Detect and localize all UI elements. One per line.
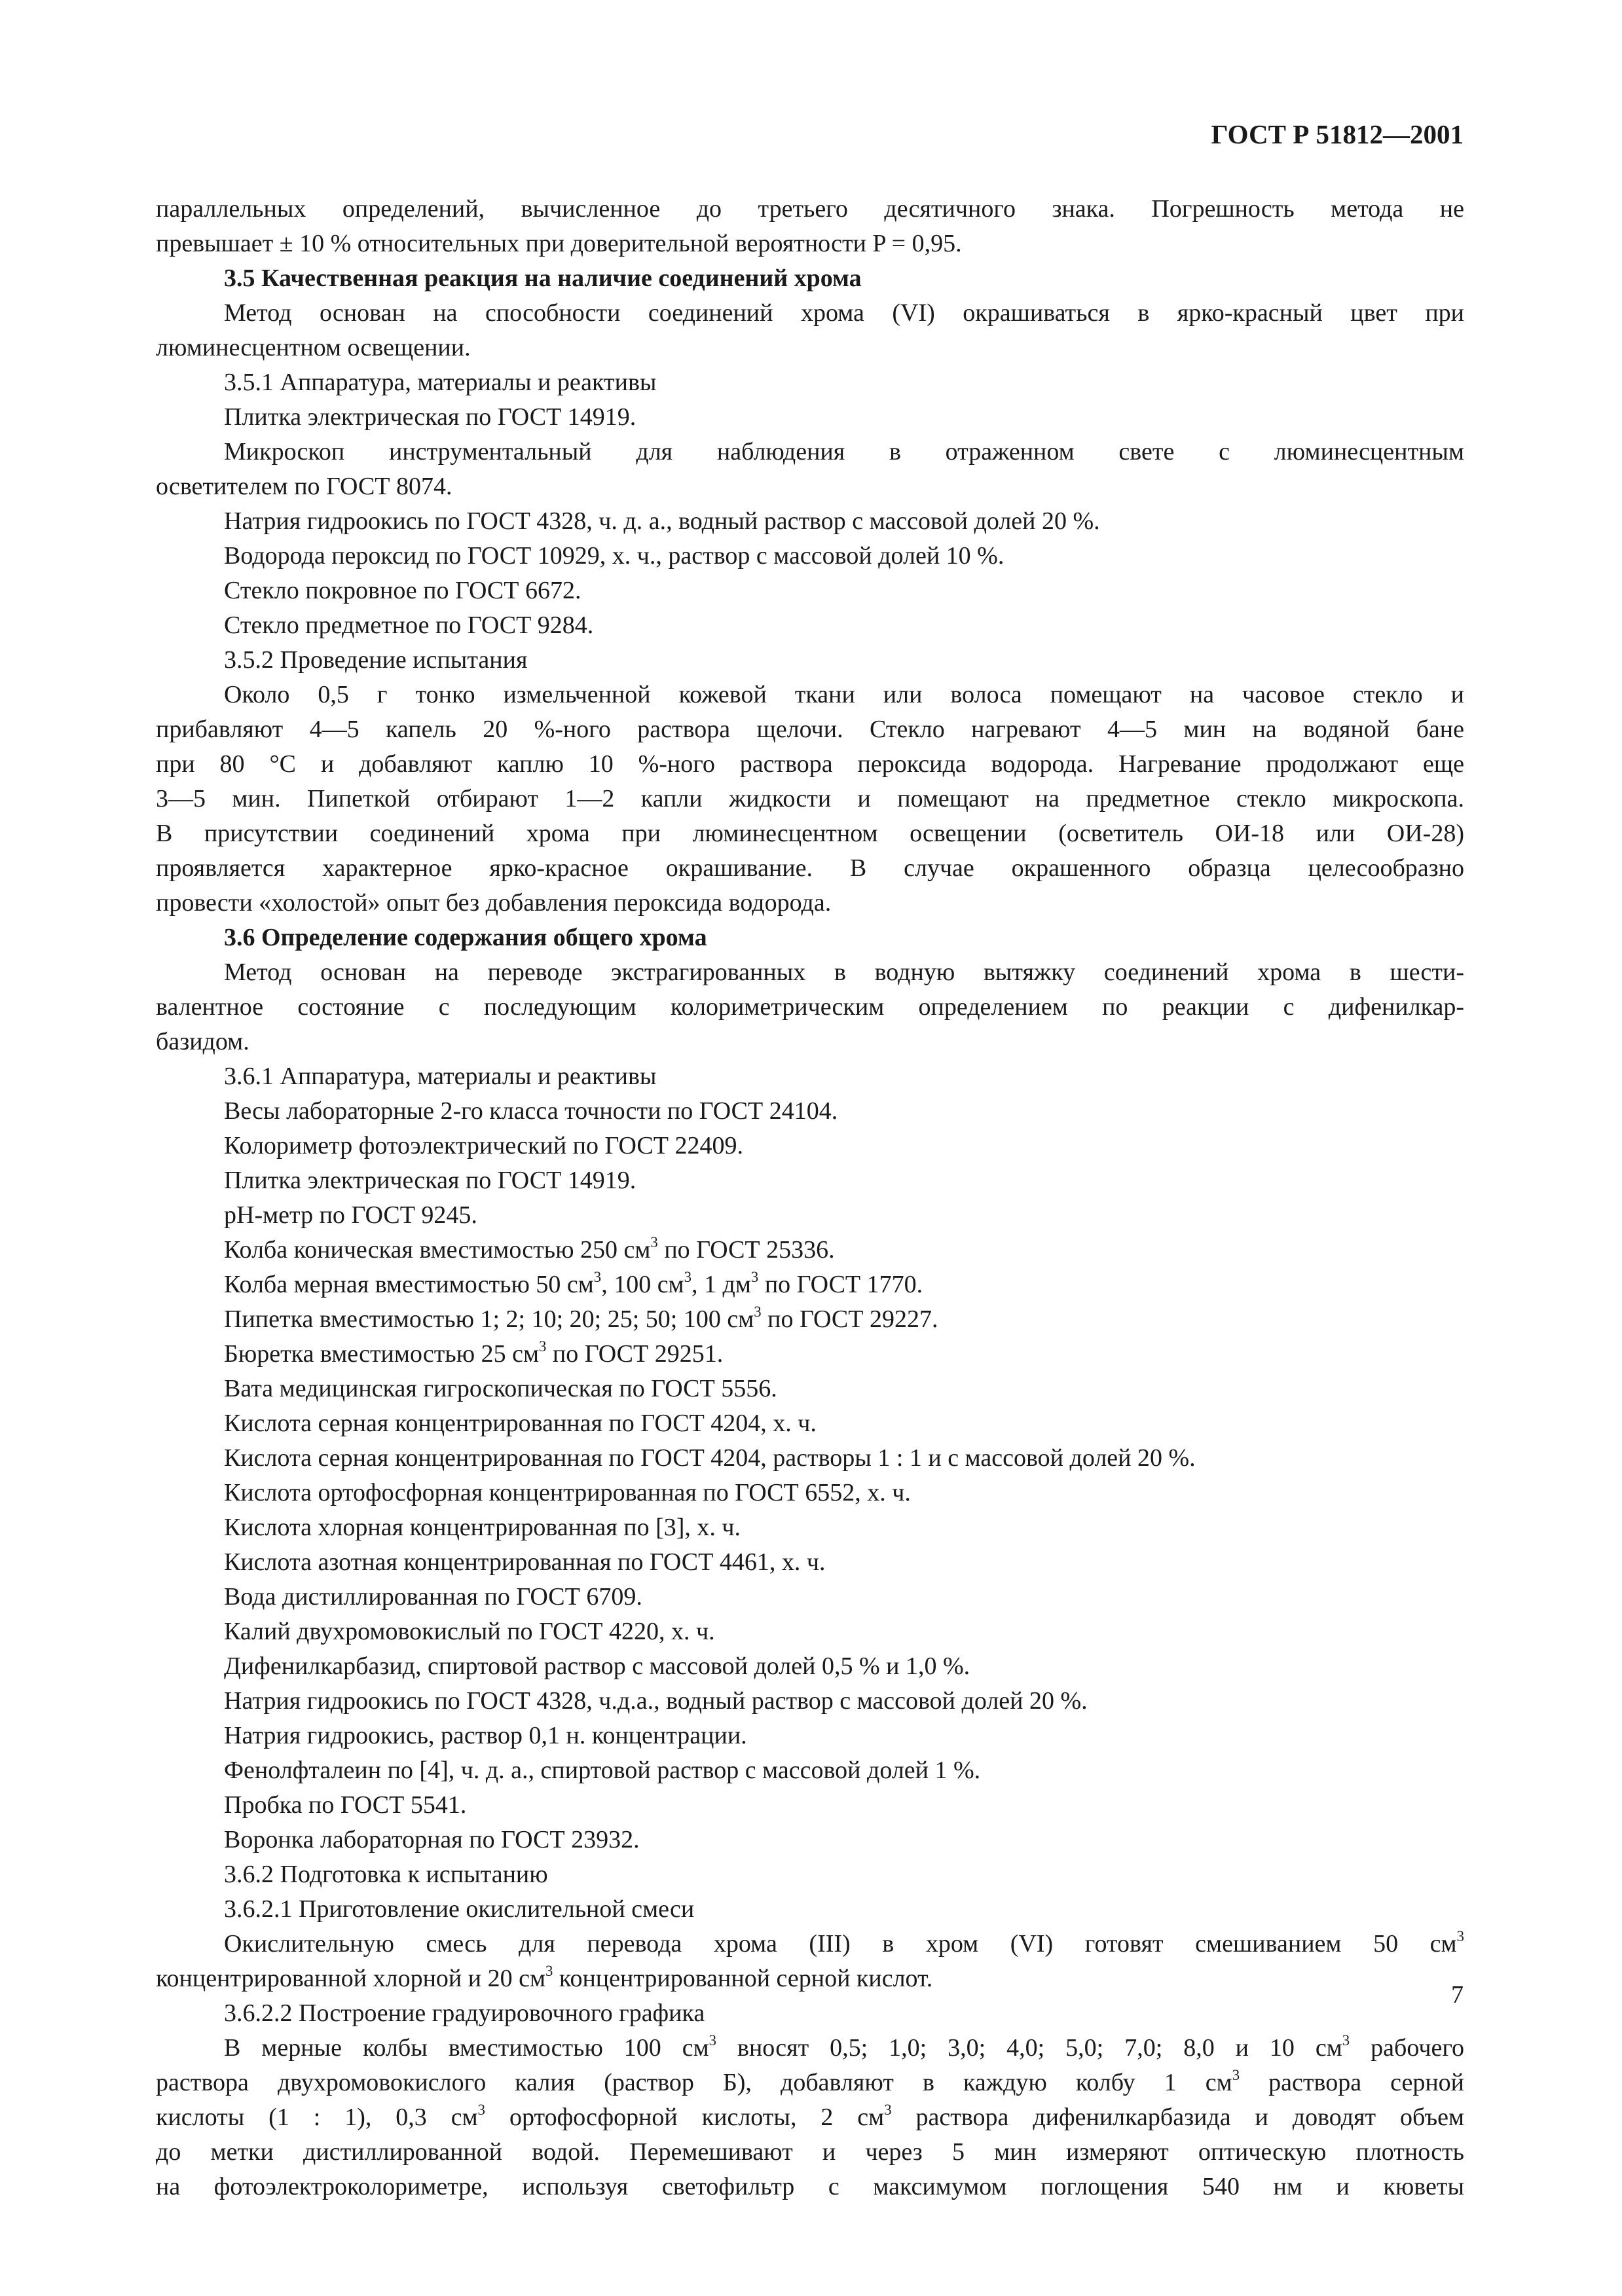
list-item: Плитка электрическая по ГОСТ 14919. xyxy=(224,403,636,431)
list-item: Кислота серная концентрированная по ГОСТ 4204, растворы 1 : 1 и с массовой долей 20 %. xyxy=(224,1444,1196,1472)
text-line: на фотоэлектроколориметре, используя светофильтр с максимумом поглощения 540 нм и кюветы xyxy=(156,2173,1464,2200)
list-item xyxy=(156,1267,1464,1302)
text-line xyxy=(156,1961,1464,1996)
page-number: 7 xyxy=(1451,1981,1464,2009)
text-segment: кислоты (1 : 1), 0,3 см xyxy=(156,2104,478,2131)
superscript: 3 xyxy=(1342,2032,1350,2049)
text-line: до метки дистиллированной водой. Перемешивают и через 5 мин измеряют оптическую плотность xyxy=(156,2138,1464,2166)
text-line: провести «холостой» опыт без добавления пероксида водорода. xyxy=(156,889,832,917)
list-item: Кислота азотная концентрированная по ГОСТ 4461, х. ч. xyxy=(224,1548,826,1576)
list-item: рН-метр по ГОСТ 9245. xyxy=(224,1201,477,1229)
list-item xyxy=(156,1233,1464,1267)
text-segment: по ГОСТ 1770. xyxy=(758,1271,923,1298)
text-line: базидом. xyxy=(156,1028,249,1055)
text-segment: Пипетка вместимостью 1; 2; 10; 20; 25; 50; 100 см xyxy=(224,1305,754,1333)
text-line xyxy=(156,2066,1464,2100)
superscript: 3 xyxy=(1232,2067,1240,2084)
list-item: Водорода пероксид по ГОСТ 10929, х. ч., раствор с массовой долей 10 %. xyxy=(224,542,1005,570)
list-item: Калий двухромовокислый по ГОСТ 4220, х. ч. xyxy=(224,1618,715,1645)
section-heading: 3.5 Качественная реакция на наличие соединений хрома xyxy=(224,264,862,292)
text-line: параллельных определений, вычисленное до третьего десятичного знака. Погрешность метода не xyxy=(156,195,1464,223)
list-item xyxy=(156,1302,1464,1337)
text-segment: концентрированной хлорной и 20 см xyxy=(156,1965,546,1992)
list-item: Воронка лабораторная по ГОСТ 23932. xyxy=(224,1826,640,1853)
list-item: Натрия гидроокись, раствор 0,1 н. концентрации. xyxy=(224,1722,747,1749)
text-line xyxy=(156,1927,1464,1961)
subsection-heading: 3.6.1 Аппаратура, материалы и реактивы xyxy=(224,1063,657,1090)
list-item: Плитка электрическая по ГОСТ 14919. xyxy=(224,1167,636,1194)
text-segment: рабочего xyxy=(1350,2034,1464,2062)
text-segment: Окислительную смесь для перевода хрома (III) в хром (VI) готовят смешиванием 50 см xyxy=(224,1930,1457,1958)
text-segment: концентрированной серной кислот. xyxy=(553,1965,933,1992)
superscript: 3 xyxy=(884,2102,892,2119)
subsection-heading: 3.5.1 Аппаратура, материалы и реактивы xyxy=(224,369,657,396)
list-item: Кислота серная концентрированная по ГОСТ 4204, х. ч. xyxy=(224,1410,817,1437)
text-line: осветителем по ГОСТ 8074. xyxy=(156,473,452,500)
text-line: прибавляют 4—5 капель 20 %-ного раствора щелочи. Стекло нагревают 4—5 мин на водяной бане xyxy=(156,716,1464,743)
list-item: Стекло предметное по ГОСТ 9284. xyxy=(224,611,594,639)
text-line: Около 0,5 г тонко измельченной кожевой ткани или волоса помещают на часовое стекло и xyxy=(224,681,1464,708)
text-segment: по ГОСТ 29227. xyxy=(761,1305,938,1333)
superscript: 3 xyxy=(477,2102,486,2119)
text-segment: по ГОСТ 25336. xyxy=(657,1236,835,1264)
list-item: Вода дистиллированная по ГОСТ 6709. xyxy=(224,1583,642,1611)
text-segment: ортофосфорной кислоты, 2 см xyxy=(485,2104,885,2131)
text-line xyxy=(156,2100,1464,2135)
document-header: ГОСТ Р 51812—2001 xyxy=(1211,119,1464,149)
superscript: 3 xyxy=(593,1269,602,1286)
text-segment: , 1 дм xyxy=(691,1271,751,1298)
text-line: Метод основан на способности соединений хрома (VI) окрашиваться в ярко-красный цвет при xyxy=(224,299,1464,327)
text-segment: раствора двухромовокислого калия (раствор Б), добавляют в каждую колбу 1 см xyxy=(156,2069,1232,2096)
text-segment: В мерные колбы вместимостью 100 см xyxy=(224,2034,709,2062)
text-segment: по ГОСТ 29251. xyxy=(546,1340,724,1368)
list-item: Пробка по ГОСТ 5541. xyxy=(224,1791,467,1819)
superscript: 3 xyxy=(750,1269,759,1286)
text-line xyxy=(156,2031,1464,2066)
text-line: валентное состояние с последующим колориметрическим определением по реакции с дифенилкар- xyxy=(156,993,1464,1021)
superscript: 3 xyxy=(1456,1928,1464,1945)
document-body xyxy=(156,192,1464,2204)
text-line: превышает ± 10 % относительных при доверительной вероятности P = 0,95. xyxy=(156,230,962,257)
superscript: 3 xyxy=(754,1303,762,1321)
superscript: 3 xyxy=(709,2032,717,2049)
text-line: В присутствии соединений хрома при люминесцентном освещении (осветитель ОИ-18 или ОИ-28) xyxy=(156,820,1464,847)
subsection-heading: 3.6.2.2 Построение градуировочного графика xyxy=(224,1999,705,2027)
superscript: 3 xyxy=(539,1338,547,1355)
text-segment: раствора серной xyxy=(1240,2069,1464,2096)
text-line: при 80 °С и добавляют каплю 10 %-ного раствора пероксида водорода. Нагревание продолжают еще xyxy=(156,750,1464,778)
subsection-heading: 3.6.2 Подготовка к испытанию xyxy=(224,1861,548,1888)
text-segment: раствора дифенилкарбазида и доводят объем xyxy=(891,2104,1465,2131)
list-item: Натрия гидроокись по ГОСТ 4328, ч. д. а., водный раствор с массовой долей 20 %. xyxy=(224,507,1100,535)
text-line: 3—5 мин. Пипеткой отбирают 1—2 капли жидкости и помещают на предметное стекло микроскопа. xyxy=(156,785,1464,812)
text-segment: вносят 0,5; 1,0; 3,0; 4,0; 5,0; 7,0; 8,0 и 10 см xyxy=(716,2034,1342,2062)
subsection-heading: 3.5.2 Проведение испытания xyxy=(224,646,528,674)
text-segment: Бюретка вместимостью 25 см xyxy=(224,1340,539,1368)
subsection-heading: 3.6.2.1 Приготовление окислительной смеси xyxy=(224,1895,695,1923)
text-line: Метод основан на переводе экстрагированных в водную вытяжку соединений хрома в шести- xyxy=(224,958,1464,986)
text-line: проявляется характерное ярко-красное окрашивание. В случае окрашенного образца целесообразно xyxy=(156,854,1464,882)
list-item: Весы лабораторные 2-го класса точности по ГОСТ 24104. xyxy=(224,1097,838,1125)
list-item: Натрия гидроокись по ГОСТ 4328, ч.д.а., водный раствор с массовой долей 20 %. xyxy=(224,1687,1088,1715)
list-item: Фенолфталеин по [4], ч. д. а., спиртовой раствор с массовой долей 1 %. xyxy=(224,1757,981,1784)
list-item: Дифенилкарбазид, спиртовой раствор с массовой долей 0,5 % и 1,0 %. xyxy=(224,1652,970,1680)
section-heading: 3.6 Определение содержания общего хрома xyxy=(224,924,707,951)
list-item: Колориметр фотоэлектрический по ГОСТ 22409. xyxy=(224,1132,743,1159)
list-item: Стекло покровное по ГОСТ 6672. xyxy=(224,577,581,604)
text-segment: Колба коническая вместимостью 250 см xyxy=(224,1236,651,1264)
superscript: 3 xyxy=(650,1234,658,1251)
text-line: люминесцентном освещении. xyxy=(156,334,471,361)
list-item xyxy=(156,1337,1464,1372)
list-item: Вата медицинская гигроскопическая по ГОСТ 5556. xyxy=(224,1375,777,1402)
text-segment: Колба мерная вместимостью 50 см xyxy=(224,1271,594,1298)
text-segment: , 100 см xyxy=(601,1271,684,1298)
list-item: Кислота ортофосфорная концентрированная по ГОСТ 6552, х. ч. xyxy=(224,1479,911,1506)
list-item: Кислота хлорная концентрированная по [3], х. ч. xyxy=(224,1514,741,1541)
superscript: 3 xyxy=(545,1963,553,1980)
list-item: Микроскоп инструментальный для наблюдения в отраженном свете с люминесцентным xyxy=(224,438,1464,465)
superscript: 3 xyxy=(684,1269,692,1286)
